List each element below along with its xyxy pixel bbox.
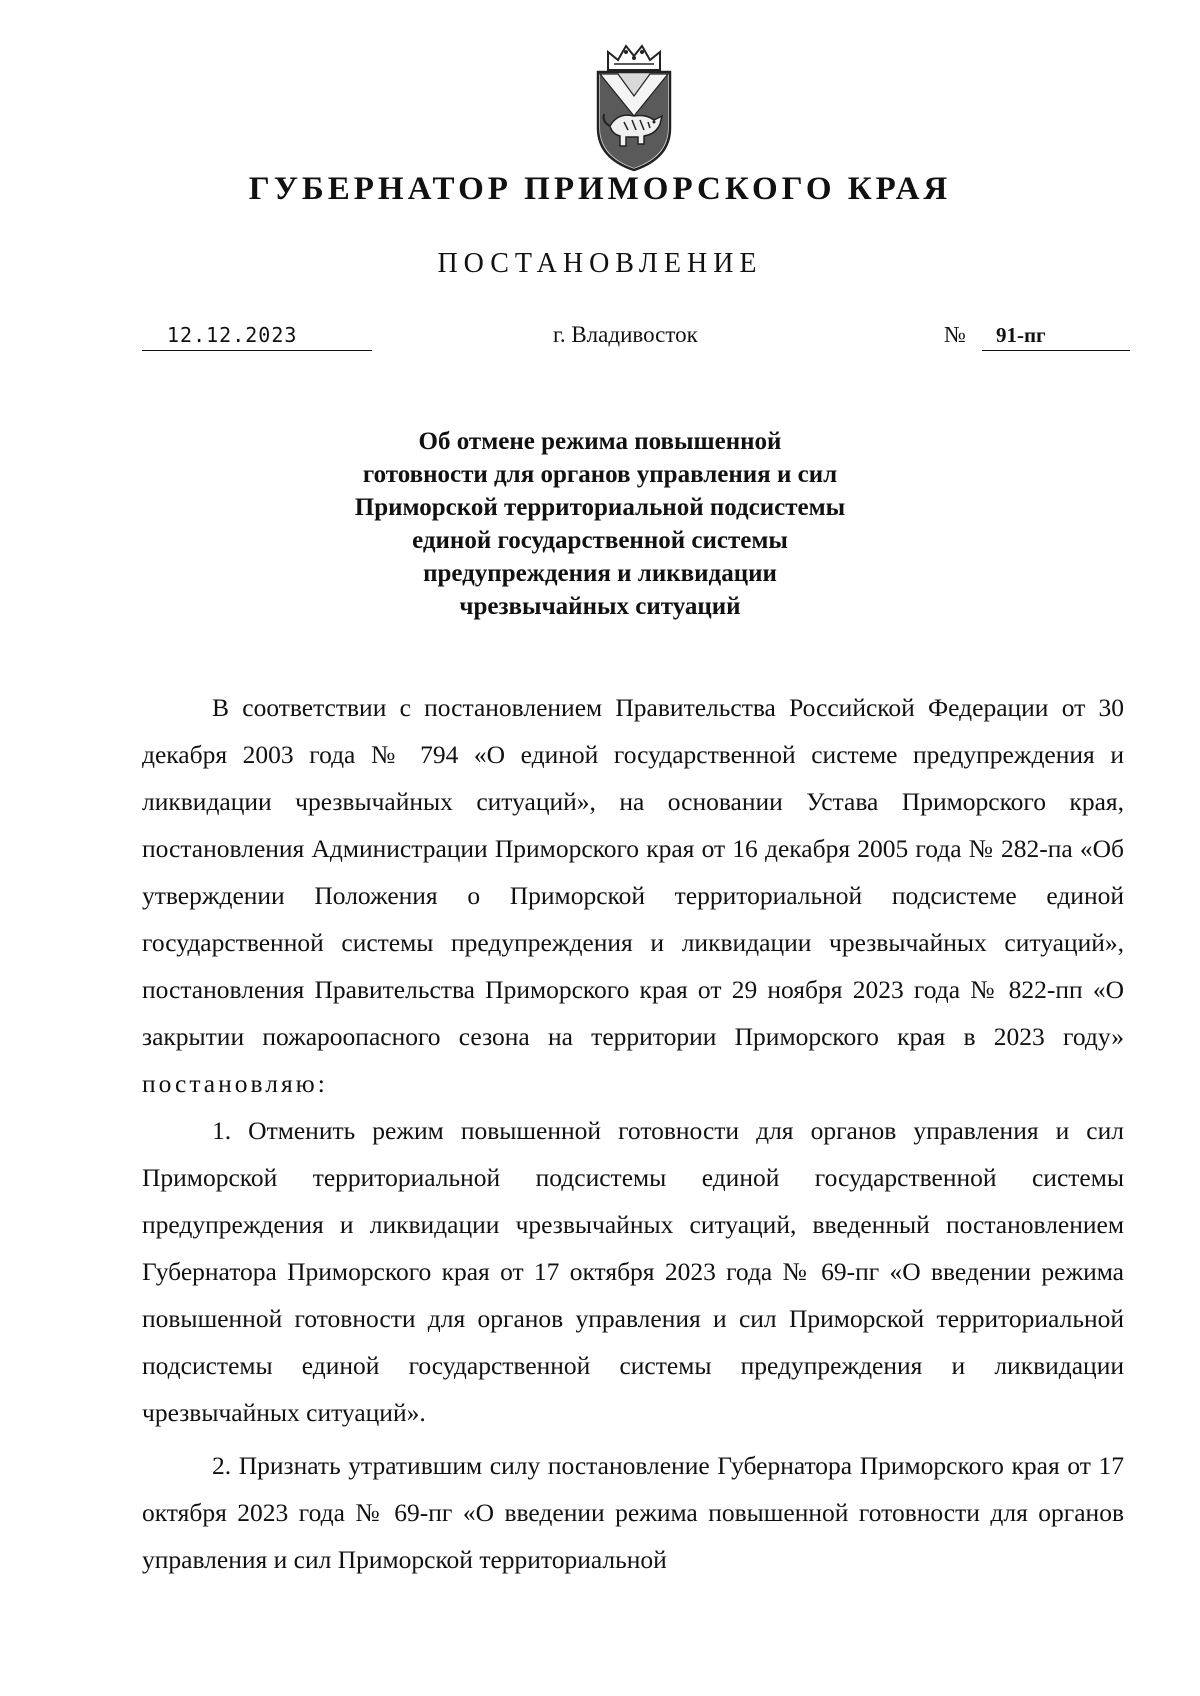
document-type: ПОСТАНОВЛЕНИЕ (437, 248, 763, 279)
number-sign: № (944, 322, 966, 347)
title-line: готовности для органов управления и сил (362, 461, 838, 488)
preamble-paragraph (142, 684, 1124, 1107)
document-number-field (944, 320, 1130, 351)
authority-title: ГУБЕРНАТОР ПРИМОРСКОГО КРАЯ (248, 171, 952, 207)
preamble-text: В соответствии с постановлением Правительства Российской Федерации от 30 декабря 2003 года № 794 «О единой государственной системе предупреждения и ликвидации чрезвычайных ситуаций», на основании Устава Приморского края, постановления Администрации Приморского края от 16 декабря 2005 года № 282-па «Об утверждении Положения о Приморской территориальной подсистеме единой государственной системы предупреждения и ликвидации чрезвычайных ситуаций», постановления Правительства Приморского края от 29 ноября 2023 года № 822-пп «О закрытии пожароопасного сезона на территории Приморского края в 2023 году» (142, 693, 1124, 1051)
item-2-paragraph: 2. Признать утратившим силу постановление Губернатора Приморского края от 17 октября 2023 года № 69-пг «О введении режима повышенной готовности для органов управления и сил Приморской территориальной (142, 1451, 1124, 1574)
coat-of-arms-icon (584, 42, 684, 174)
document-date: 12.12.2023 (167, 323, 298, 347)
decree-word: постановляю: (142, 1069, 328, 1098)
title-line: единой государственной системы (412, 527, 788, 554)
title-line: предупреждения и ликвидации (423, 560, 777, 587)
document-city: г. Владивосток (553, 322, 698, 347)
document-title (0, 425, 1200, 623)
document-number: 91-пг (982, 320, 1130, 351)
item-1-paragraph: 1. Отменить режим повышенной готовности для органов управления и сил Приморской территориальной подсистемы единой государственной системы предупреждения и ликвидации чрезвычайных ситуаций, введенный постановлением Губернатора Приморского края от 17 октября 2023 года № 69-пг «О введении режима повышенной готовности для органов управления и сил Приморской территориальной подсистемы единой государственной системы предупреждения и ликвидации чрезвычайных ситуаций». (142, 1116, 1124, 1427)
document-date-field (142, 320, 372, 351)
document-body (142, 684, 1124, 1583)
title-line: чрезвычайных ситуаций (459, 593, 741, 620)
title-line: Об отмене режима повышенной (418, 428, 782, 455)
title-line: Приморской территориальной подсистемы (354, 494, 846, 521)
